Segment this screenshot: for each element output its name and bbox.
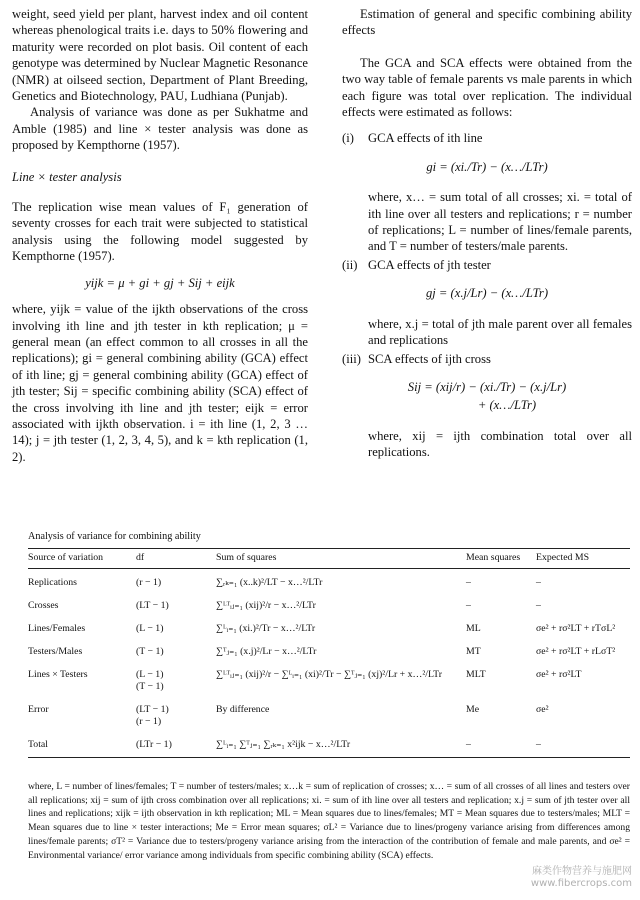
section-heading: Estimation of general and specific combining ability effects bbox=[342, 7, 632, 38]
cell-df: (L − 1) bbox=[136, 623, 164, 634]
item-equation-continued: + (x…/LTr) bbox=[477, 398, 537, 413]
header-df: df bbox=[136, 549, 216, 569]
cell-source: Crosses bbox=[28, 600, 59, 611]
cell-ss: By difference bbox=[216, 704, 270, 715]
table-row bbox=[28, 638, 630, 661]
table-body bbox=[28, 569, 630, 758]
watermark bbox=[531, 866, 632, 890]
cell-source: Lines/Females bbox=[28, 623, 86, 634]
table-row bbox=[28, 661, 630, 696]
cell-ms: MLT bbox=[466, 669, 486, 680]
item-number: (i) bbox=[342, 131, 354, 146]
cell-source: Replications bbox=[28, 577, 77, 588]
cell-ems: – bbox=[536, 731, 630, 758]
cell-ms: MT bbox=[466, 646, 481, 657]
cell-ss: ∑ᵀⱼ₌₁ (x.j)²/Lr − x…²/LTr bbox=[216, 646, 317, 657]
body-paragraph: weight, seed yield per plant, harvest index and oil content whereas phenological traits i.e. days to 50% flowering and maturity were recorded on plot basis. Oil content of each genotype was determined by Nuclear Magnetic Resonance (NMR) at oilseed section, Department of Plant Breeding, Genetics and Biotechnology, PAU, Ludhiana (Punjab). bbox=[12, 7, 308, 104]
cell-df: (LT − 1) (r − 1) bbox=[136, 704, 169, 727]
cell-df: (LTr − 1) bbox=[136, 731, 216, 758]
item-number: (iii) bbox=[342, 351, 361, 366]
cell-df: (L − 1) (T − 1) bbox=[136, 669, 164, 692]
item-equation: gj = (x.j/Lr) − (x…/LTr) bbox=[425, 286, 549, 301]
cell-df: (T − 1) bbox=[136, 646, 164, 657]
header-mean-squares: Mean squares bbox=[466, 549, 536, 569]
item-title: SCA effects of ijth cross bbox=[368, 351, 491, 366]
item-equation: gi = (xi./Tr) − (x…/LTr) bbox=[426, 159, 548, 174]
table-row bbox=[28, 615, 630, 638]
table-row bbox=[28, 592, 630, 615]
cell-ms: – bbox=[466, 731, 536, 758]
table-footnote: where, L = number of lines/females; T = number of testers/males; x…k = sum of replication of crosses; x… = sum of all crosses of all lines and testers over all replications; xij = sum of ijth cross combination over all replications; xi. = sum of ith line over all testers and replication; x.j = sum of jth tester over all lines and replications; xijk = ijth observation in kth replication; ML = Mean squares due to lines/females; MT = Mean squares due to testers/males; MLT = Mean squares due to line × tester interactions; Me = Error mean squares; σL² = Variance due to lines/progeny variance arising from differences among lines/female parents; σT² = Variance due to testers/progeny variance arising from the interaction of the contribution of female and male parents, and σe² = Environmental variance/ error variance among individuals from specific combining ability (SCA) effects. bbox=[28, 781, 630, 861]
cell-ems: – bbox=[536, 600, 541, 611]
cell-source: Error bbox=[28, 704, 49, 715]
item-description: where, xij = ijth combination total over all replications. bbox=[368, 428, 632, 460]
cell-ss: ∑ᴸᵢ₌₁ ∑ᵀⱼ₌₁ ∑ᵣₖ₌₁ x²ijk − x…²/LTr bbox=[216, 731, 466, 758]
cell-ems: σe² + rσ²LT + rTσL² bbox=[536, 623, 616, 634]
body-paragraph: The GCA and SCA effects were obtained from the two way table of female parents vs male parents in which each figure was total over replication. The individual effects were estimated as follows: bbox=[342, 55, 632, 120]
watermark-line: 麻类作物营养与施肥网 bbox=[532, 866, 632, 877]
cell-ss: ∑ᴸᵀᵢⱼ₌₁ (xij)²/r − x…²/LTr bbox=[216, 600, 316, 611]
anova-table bbox=[28, 548, 630, 758]
cell-ss: ∑ᵣₖ₌₁ (x..k)²/LT − x…²/LTr bbox=[216, 577, 323, 588]
table-title: Analysis of variance for combining ability bbox=[28, 531, 201, 542]
table-row bbox=[28, 696, 630, 731]
cell-source: Testers/Males bbox=[28, 646, 83, 657]
cell-ems: σe² + rσ²LT bbox=[536, 669, 582, 680]
item-heading bbox=[342, 257, 632, 273]
body-paragraph: where, yijk = value of the ijkth observations of the cross involving ith line and jth tester in kth replication; μ = general mean (an effect common to all crosses in all the replications); gi = general combining ability (GCA) effect of ith line; gj = general combining ability (GCA) effect of jth tester; Sij = specific combining ability (SCA) effect of the cross involving ith line and jth tester; eijk = error associated with ijkth observation. i = ith line (1, 2, 3 … 14); j = jth tester (1, 2, 3, 4, 5), and k = kth replication (1, 2). bbox=[12, 302, 308, 464]
cell-ss: ∑ᴸᵀᵢⱼ₌₁ (xij)²/r − ∑ᴸᵢ₌₁ (xi)²/Tr − ∑ᵀⱼ₌₁ (xj)²/Lr + x…²/LTr bbox=[216, 669, 442, 680]
cell-ss: ∑ᴸᵢ₌₁ (xi.)²/Tr − x…²/LTr bbox=[216, 623, 316, 634]
item-equation: Sij = (xij/r) − (xi./Tr) − (x.j/Lr) bbox=[407, 379, 567, 394]
cell-df: (LT − 1) bbox=[136, 600, 169, 611]
cell-ms: – bbox=[466, 600, 471, 611]
table-header-row bbox=[28, 549, 630, 569]
item-title: GCA effects of ith line bbox=[368, 131, 483, 146]
item-description: where, x… = sum total of all crosses; xi. = total of ith line over all testers and replications; r = number of replications; L = number of lines/female parents, and T = number of testers/male parents. bbox=[368, 190, 632, 254]
item-number: (ii) bbox=[342, 257, 358, 272]
table-row bbox=[28, 569, 630, 593]
item-description: where, x.j = total of jth male parent over all females and replications bbox=[368, 316, 632, 348]
cell-ms: – bbox=[466, 577, 471, 588]
cell-source: Lines × Testers bbox=[28, 669, 88, 680]
item-heading bbox=[342, 130, 632, 146]
body-paragraph: The replication wise mean values of F₁ generation of seventy crosses for each trait were subjected to statistical analysis using the following model suggested by Kempthorne (1957). bbox=[12, 200, 308, 264]
header-source: Source of variation bbox=[28, 549, 136, 569]
right-column bbox=[342, 6, 632, 461]
section-subheading: Line × tester analysis bbox=[12, 169, 122, 184]
cell-ems: – bbox=[536, 577, 541, 588]
item-title: GCA effects of jth tester bbox=[368, 257, 491, 272]
cell-ms: ML bbox=[466, 623, 481, 634]
cell-df: (r − 1) bbox=[136, 577, 162, 588]
cell-source: Total bbox=[28, 731, 136, 758]
watermark-line: www.fibercrops.com bbox=[530, 878, 632, 889]
body-paragraph: Analysis of variance was done as per Sukhatme and Amble (1985) and line × tester analysis was done as proposed by Kempthorne (1957). bbox=[12, 105, 308, 153]
left-column bbox=[12, 6, 308, 465]
cell-ems: σe² bbox=[536, 704, 549, 715]
cell-ms: Me bbox=[466, 704, 480, 715]
cell-ems: σe² + rσ²LT + rLσT² bbox=[536, 646, 616, 657]
table-row bbox=[28, 731, 630, 758]
item-heading bbox=[342, 351, 632, 367]
header-sum-of-squares: Sum of squares bbox=[216, 549, 466, 569]
model-equation: yijk = μ + gi + gj + Sij + eijk bbox=[85, 275, 235, 290]
header-expected-ms: Expected MS bbox=[536, 549, 630, 569]
